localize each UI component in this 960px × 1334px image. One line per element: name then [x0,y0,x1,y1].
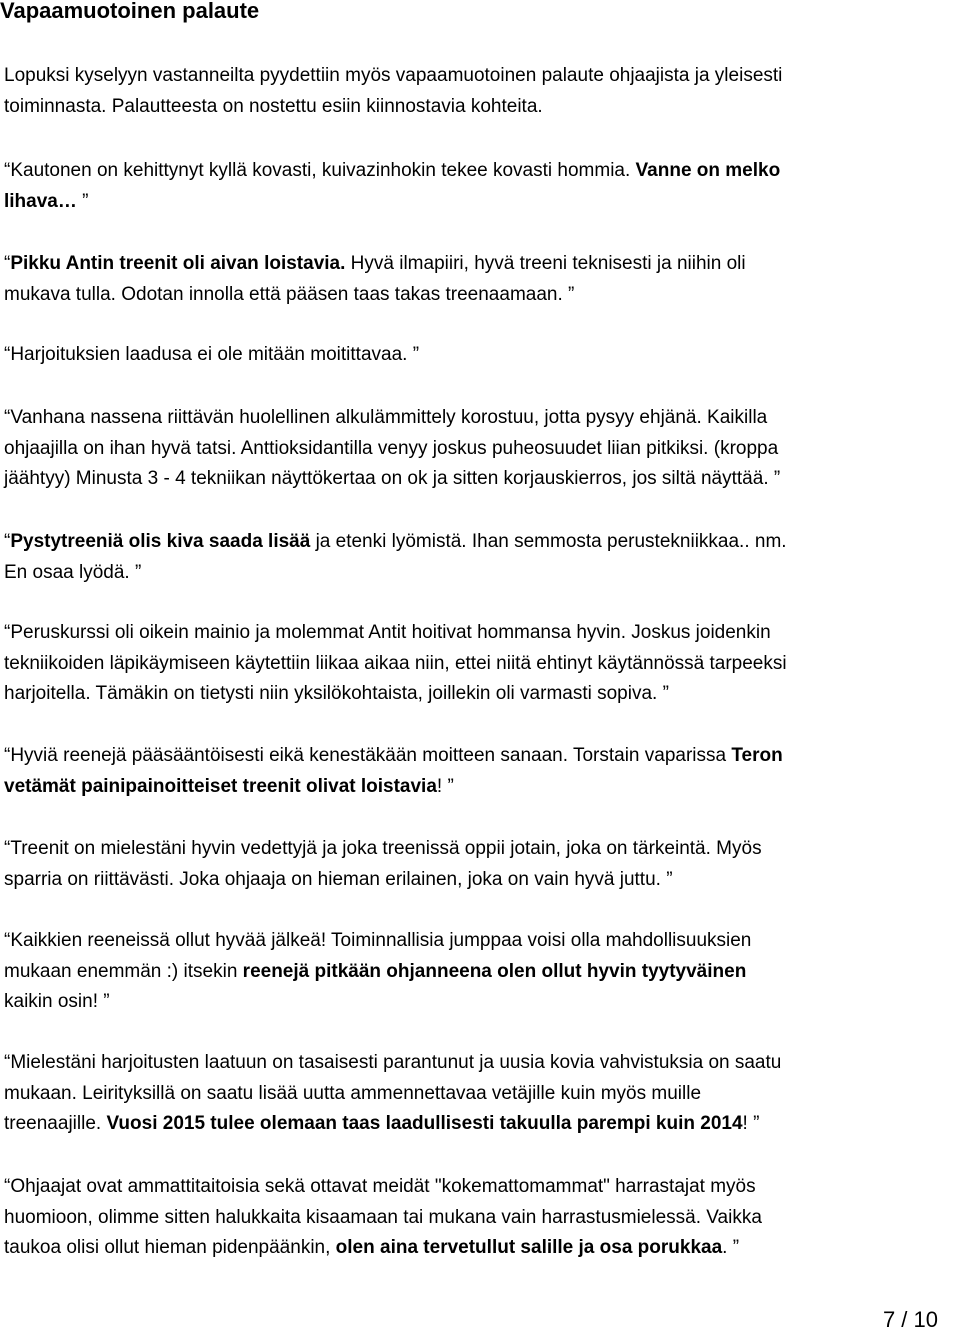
feedback-quote [4,926,958,1018]
feedback-quote [4,1172,958,1264]
quote-emphasis: vetämät painipainoitteiset treenit olivat loistavia [4,775,437,797]
feedback-quote [4,249,958,310]
quote-emphasis: Pikku Antin treenit oli aivan loistavia. [10,253,346,274]
quote-text: ohjaajilla on ihan hyvä tatsi. Anttioksidantilla venyy joskus puheosuudet liian pitkiksi. (kroppa [4,437,779,459]
intro-paragraph [4,61,958,122]
feedback-quote [4,527,958,588]
quote-text: “Peruskurssi oli oikein mainio ja molemmat Antit hoitivat hommansa hyvin. Joskus joidenkin [4,622,771,643]
quote-text: “Treenit on mielestäni hyvin vedettyjä ja joka treenissä oppii jotain, joka on tärkeintä. Myös [4,838,762,859]
quote-text: “Vanhana nassena riittävän huolellinen alkulämmittely korostuu, jotta pysyy ehjänä. Kaikilla [4,407,768,428]
quote-text: Hyvä ilmapiiri, hyvä treeni teknisesti ja niihin oli [345,253,746,274]
feedback-quote [4,403,958,495]
quote-text: treenaajille. [4,1113,107,1134]
feedback-quote [4,834,958,895]
quote-emphasis: Vanne on melko [635,160,781,181]
quote-emphasis: Vuosi 2015 tulee olemaan taas laadullisesti takuulla parempi kuin 2014 [106,1113,743,1134]
intro-line: toiminnasta. Palautteesta on nostettu esiin kiinnostavia kohteita. [4,95,543,117]
quote-text: . ” [722,1237,740,1258]
quote-emphasis: olen aina tervetullut salille ja osa porukkaa [335,1237,723,1258]
quote-text: ! ” [436,775,454,797]
quote-text: ja etenki lyömistä. Ihan semmosta perustekniikkaa.. nm. [310,531,787,552]
quote-text: “ [4,531,11,552]
quote-text: kaikin osin! ” [4,991,110,1012]
quote-text: “ [4,253,11,274]
quote-text: ! ” [742,1113,760,1134]
quote-text: “Ohjaajat ovat ammattitaitoisia sekä ottavat meidät "kokemattomammat" harrastajat myös [4,1176,756,1197]
quote-emphasis: Pystytreeniä olis kiva saada lisää [10,531,311,552]
quote-text: mukava tulla. Odotan innolla että pääsen taas takas treenaamaan. ” [4,283,575,305]
page-number: 7 / 10 [882,1307,938,1332]
quote-text: “Hyviä reenejä pääsääntöisesti eikä kenestäkään moitteen sanaan. Torstain vaparissa [4,745,732,766]
quote-text: tekniikoiden läpikäymiseen käytettiin liikaa aikaa niin, ettei niitä ehtinyt käytännössä tarpeeksi [4,652,787,674]
quote-text: sparria on riittävästi. Joka ohjaaja on hieman erilainen, joka on vain hyvä juttu. ” [4,868,673,890]
quote-text: mukaan. Leirityksillä on saatu lisää uutta ammennettavaa vetäjille kuin myös muille [4,1082,702,1104]
quote-text: “Mielestäni harjoitusten laatuun on tasaisesti parantunut ja uusia kovia vahvistuksia on saatu [4,1052,782,1073]
quote-text: En osaa lyödä. ” [4,561,142,583]
quote-text: “Harjoituksien laadusa ei ole mitään moitittavaa. ” [4,344,420,365]
feedback-quote [4,340,958,371]
quote-emphasis: Teron [731,745,783,766]
feedback-quote [4,1048,958,1140]
quote-emphasis: reenejä pitkään ohjanneena olen ollut hyvin tyytyväinen [242,960,747,982]
quote-emphasis: lihava… [4,190,77,212]
quote-text: ” [76,190,89,212]
section-heading: Vapaamuotoinen palaute [0,0,260,23]
quote-text: “Kaikkien reeneissä ollut hyvää jälkeä! Toiminnallisia jumppaa voisi olla mahdollisuuksien [4,930,752,951]
quote-text: mukaan enemmän :) itsekin [4,960,243,982]
quote-text: taukoa olisi ollut hieman pidenpäänkin, [4,1237,336,1258]
quote-text: jäähtyy) Minusta 3 - 4 tekniikan näyttökertaa on ok ja sitten korjauskierros, jos siltä näyttää. ” [4,468,781,489]
intro-line: Lopuksi kyselyyn vastanneilta pyydettiin myös vapaamuotoinen palaute ohjaajista ja yleisesti [4,65,783,86]
feedback-quote [4,156,958,217]
quote-text: harjoitella. Tämäkin on tietysti niin yksilökohtaista, joillekin oli varmasti sopiva. ” [4,683,669,704]
feedback-quote [4,618,958,710]
quote-text: huomioon, olimme sitten halukkaita kisaamaan tai mukana vain harrastusmielessä. Vaikka [4,1206,762,1228]
feedback-quote [4,741,958,802]
quote-text: “Kautonen on kehittynyt kyllä kovasti, kuivazinhokin tekee kovasti hommia. [4,160,636,181]
